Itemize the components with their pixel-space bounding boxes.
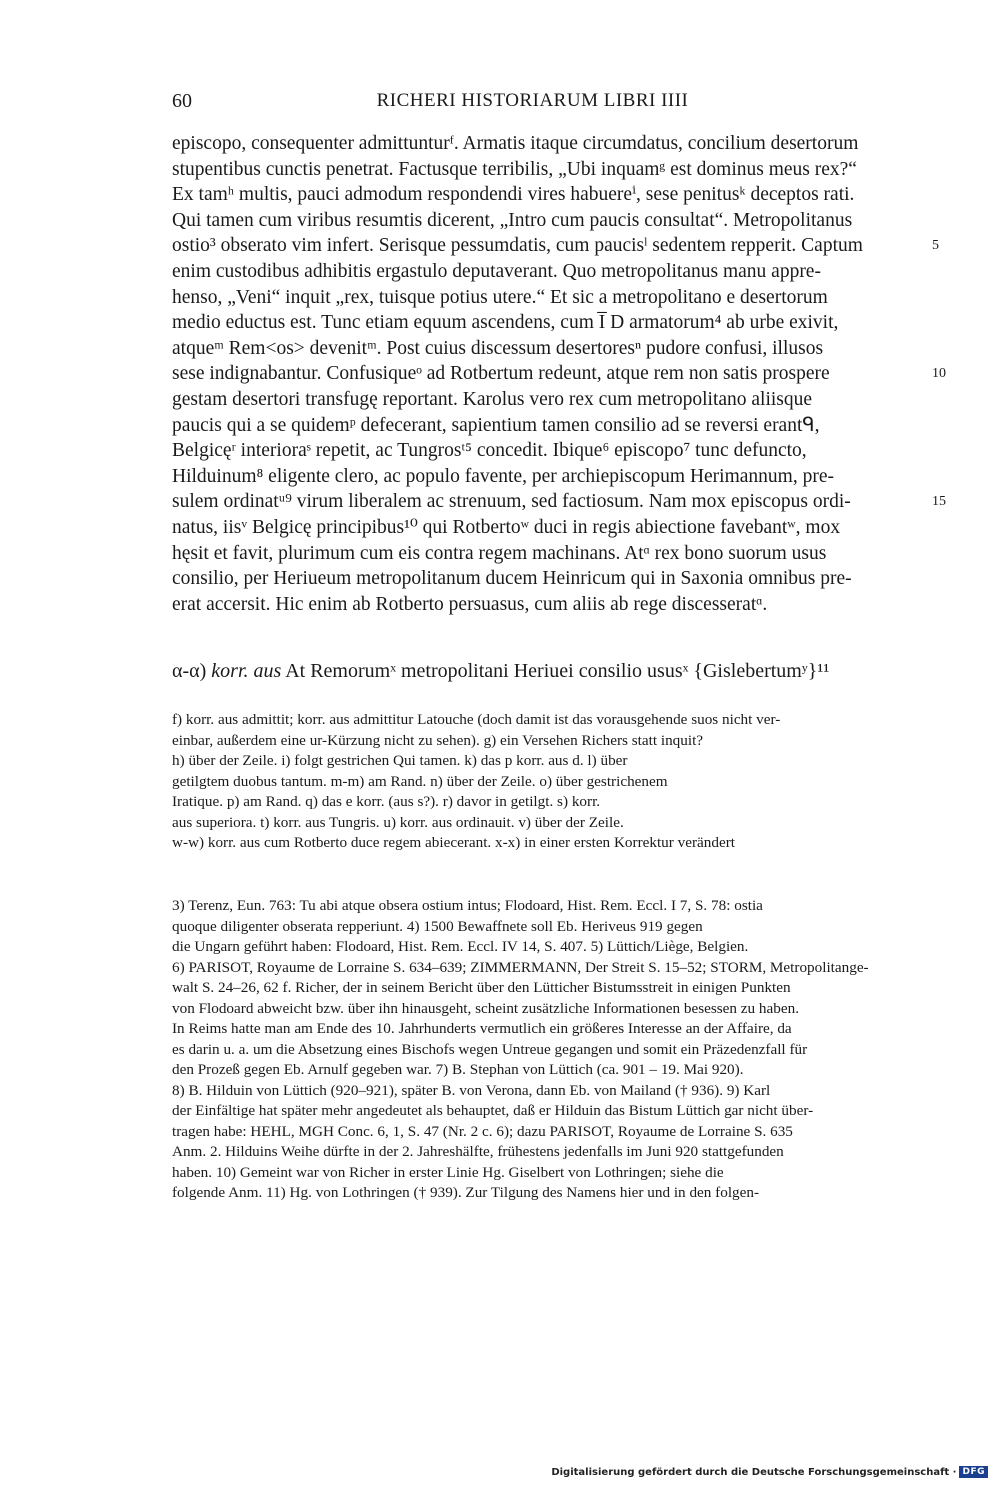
footnote-line: es darin u. a. um die Absetzung eines Bischofs wegen Untreue gegangen und somit ein Präzedenzfall für <box>172 1040 808 1058</box>
footnote-line: von Flodoard abweicht bzw. über ihn hinausgeht, scheint zusätzliche Informationen besessen zu haben. <box>172 999 799 1017</box>
apparatus-line: f) korr. aus admittit; korr. aus admittitur Latouche (doch damit ist das vorausgehende suos nicht ver- <box>172 711 781 728</box>
text-line <box>172 233 939 259</box>
page-number: 60 <box>172 90 192 112</box>
apparatus-line: einbar, außerdem eine ur-Kürzung nicht zu sehen). g) ein Versehen Richers statt inquit? <box>172 731 704 749</box>
text-line <box>172 157 902 183</box>
footnote-line: 6) PARISOT, Royaume de Lorraine S. 634–639; ZIMMERMANN, Der Streit S. 15–52; STORM, Metropolitange- <box>172 958 869 976</box>
text-line <box>172 285 902 311</box>
apparatus-line: getilgtem duobus tantum. m-m) am Rand. n) über der Zeile. o) über gestrichenem <box>172 772 668 790</box>
line-text: henso, „Veni“ inquit „rex, tuisque potius utere.“ Et sic a metropolitano e desertorum <box>172 286 828 308</box>
digitization-text: Digitalisierung gefördert durch die Deutsche Forschungsgemeinschaft · <box>551 1466 957 1478</box>
apparatus-line: h) über der Zeile. i) folgt gestrichen Qui tamen. k) das p korr. aus d. l) über <box>172 752 628 769</box>
line-text: Belgicęʳ interioraˢ repetit, ac Tungrosᵗ⁵ concedit. Ibique⁶ episcopo⁷ tunc defuncto, <box>172 440 807 462</box>
digitization-notice <box>551 1466 988 1478</box>
line-text: stupentibus cunctis penetrat. Factusque terribilis, „Ubi inquamᵍ est dominus meus rex?“ <box>172 158 857 180</box>
footnote-line: 8) B. Hilduin von Lüttich (920–921), später B. von Verona, dann Eb. von Mailand († 936). 9) Karl <box>172 1081 771 1099</box>
footnote-line: Anm. 2. Hilduins Weihe dürfte in der 2. Jahreshälfte, frühestens jedenfalls im Juni 920 stattgefunden <box>172 1143 784 1160</box>
line-text: consilio, per Heriueum metropolitanum ducem Heinricum qui in Saxonia omnibus pre- <box>172 568 852 590</box>
text-line <box>172 387 902 413</box>
text-line <box>172 489 946 515</box>
text-line <box>172 515 902 541</box>
footnote-line: haben. 10) Gemeint war von Richer in erster Linie Hg. Giselbert von Lothringen; siehe die <box>172 1163 724 1181</box>
main-text <box>172 131 946 617</box>
line-text: medio eductus est. Tunc etiam equum ascendens, cum I̅ D armatorum⁴ ab urbe exivit, <box>172 312 839 334</box>
correction-label: korr. aus <box>211 660 282 682</box>
line-text: enim custodibus adhibitis ergastulo deputaverant. Quo metropolitanus manu appre- <box>172 260 821 282</box>
line-text: atqueᵐ Rem<os> devenitᵐ. Post cuius discessum desertoresⁿ pudore confusi, illusos <box>172 337 824 359</box>
line-number: 5 <box>932 238 939 254</box>
line-text: natus, iisᵛ Belgicę principibus¹⁰ qui Rotbertoʷ duci in regis abiectione favebantʷ, mox <box>172 516 841 538</box>
line-number: 10 <box>932 366 946 382</box>
apparatus-line: w-w) korr. aus cum Rotberto duce regem abiecerant. x-x) in einer ersten Korrektur verändert <box>172 834 735 851</box>
line-text: paucis qui a se quidemᵖ defecerant, sapientium tamen consilio ad se reversi erantᑫ, <box>172 414 820 436</box>
apparatus-line: aus superiora. t) korr. aus Tungris. u) korr. aus ordinauit. v) über der Zeile. <box>172 813 624 831</box>
line-text: erat accersit. Hic enim ab Rotberto persuasus, cum aliis ab rege discesseratᵅ. <box>172 593 768 615</box>
text-line <box>172 438 902 464</box>
footnote-line: der Einfältige hat später mehr angedeutet als behauptet, daß er Hilduin das Bistum Lüttich gar nicht über- <box>172 1102 814 1119</box>
running-head: RICHERI HISTORIARUM LIBRI IIII <box>376 90 689 111</box>
line-number: 15 <box>932 494 946 510</box>
dfg-logo: DFG <box>959 1466 988 1478</box>
line-text: sulem ordinatᵘ⁹ virum liberalem ac strenuum, sed factiosum. Nam mox episcopus ordi- <box>172 491 851 513</box>
text-line <box>172 208 902 234</box>
footnote-line: den Prozeß gegen Eb. Arnulf gegeben war. 7) B. Stephan von Lüttich (ca. 901 – 19. Mai 920). <box>172 1061 744 1078</box>
apparatus-line: Iratique. p) am Rand. q) das e korr. (aus s?). r) davor in getilgt. s) korr. <box>172 793 601 810</box>
line-text: gestam desertori transfugę reportant. Karolus vero rex cum metropolitano aliisque <box>172 388 813 410</box>
footnote-line: In Reims hatte man am Ende des 10. Jahrhunderts vermutlich ein größeres Interesse an der Affaire, da <box>172 1020 792 1037</box>
text-line <box>172 131 902 157</box>
footnote-line: folgende Anm. 11) Hg. von Lothringen († 939). Zur Tilgung des Namens hier und in den folgen- <box>172 1184 760 1201</box>
footnote-line: 3) Terenz, Eun. 763: Tu abi atque obsera ostium intus; Flodoard, Hist. Rem. Eccl. I 7, S. 78: ostia <box>172 897 763 914</box>
text-line <box>172 259 902 285</box>
footnote-line: quoque diligenter obserata repperiunt. 4) 1500 Bewaffnete soll Eb. Heriveus 919 gegen <box>172 917 703 935</box>
critical-apparatus <box>172 710 902 854</box>
line-text: sese indignabantur. Confusiqueᵒ ad Rotbertum redeunt, atque rem non satis prospere <box>172 363 830 385</box>
line-text: episcopo, consequenter admittunturᶠ. Armatis itaque circumdatus, concilium desertorum <box>172 133 859 154</box>
text-line <box>172 592 902 618</box>
line-text: Hilduinum⁸ eligente clero, ac populo favente, per archiepiscopum Herimannum, pre- <box>172 465 834 487</box>
line-text: Qui tamen cum viribus resumtis dicerent, „Intro cum paucis consultat“. Metropolitanus <box>172 209 853 231</box>
text-line <box>172 361 946 387</box>
text-line <box>172 464 902 490</box>
line-text: hęsit et favit, plurimum cum eis contra regem machinans. Atᵅ rex bono suorum usus <box>172 542 827 564</box>
line-text: Ex tamʰ multis, pauci admodum respondendi vires habuereⁱ, sese penitusᵏ deceptos rati. <box>172 184 855 206</box>
text-line <box>172 566 902 592</box>
text-line <box>172 541 902 567</box>
correction-text: At Remorumˣ metropolitani Heriuei consilio ususˣ {Gislebertumʸ}¹¹ <box>285 660 830 682</box>
footnotes <box>172 896 902 1204</box>
footnote-line: tragen habe: HEHL, MGH Conc. 6, 1, S. 47 (Nr. 2 c. 6); dazu PARISOT, Royaume de Lorraine S. 635 <box>172 1122 793 1140</box>
correction-note <box>172 660 829 683</box>
text-line <box>172 182 902 208</box>
text-line <box>172 310 902 336</box>
line-text: ostio³ obserato vim infert. Serisque pessumdatis, cum paucisˡ sedentem repperit. Captum <box>172 235 863 257</box>
footnote-line: walt S. 24–26, 62 f. Richer, der in seinem Bericht über den Lütticher Bistumsstreit in einigen Punkten <box>172 979 791 996</box>
footnote-line: die Ungarn geführt haben: Flodoard, Hist. Rem. Eccl. IV 14, S. 407. 5) Lüttich/Liège, Belgien. <box>172 938 749 955</box>
text-line <box>172 413 902 439</box>
correction-siglum: α-α) <box>172 660 207 682</box>
text-line <box>172 336 902 362</box>
